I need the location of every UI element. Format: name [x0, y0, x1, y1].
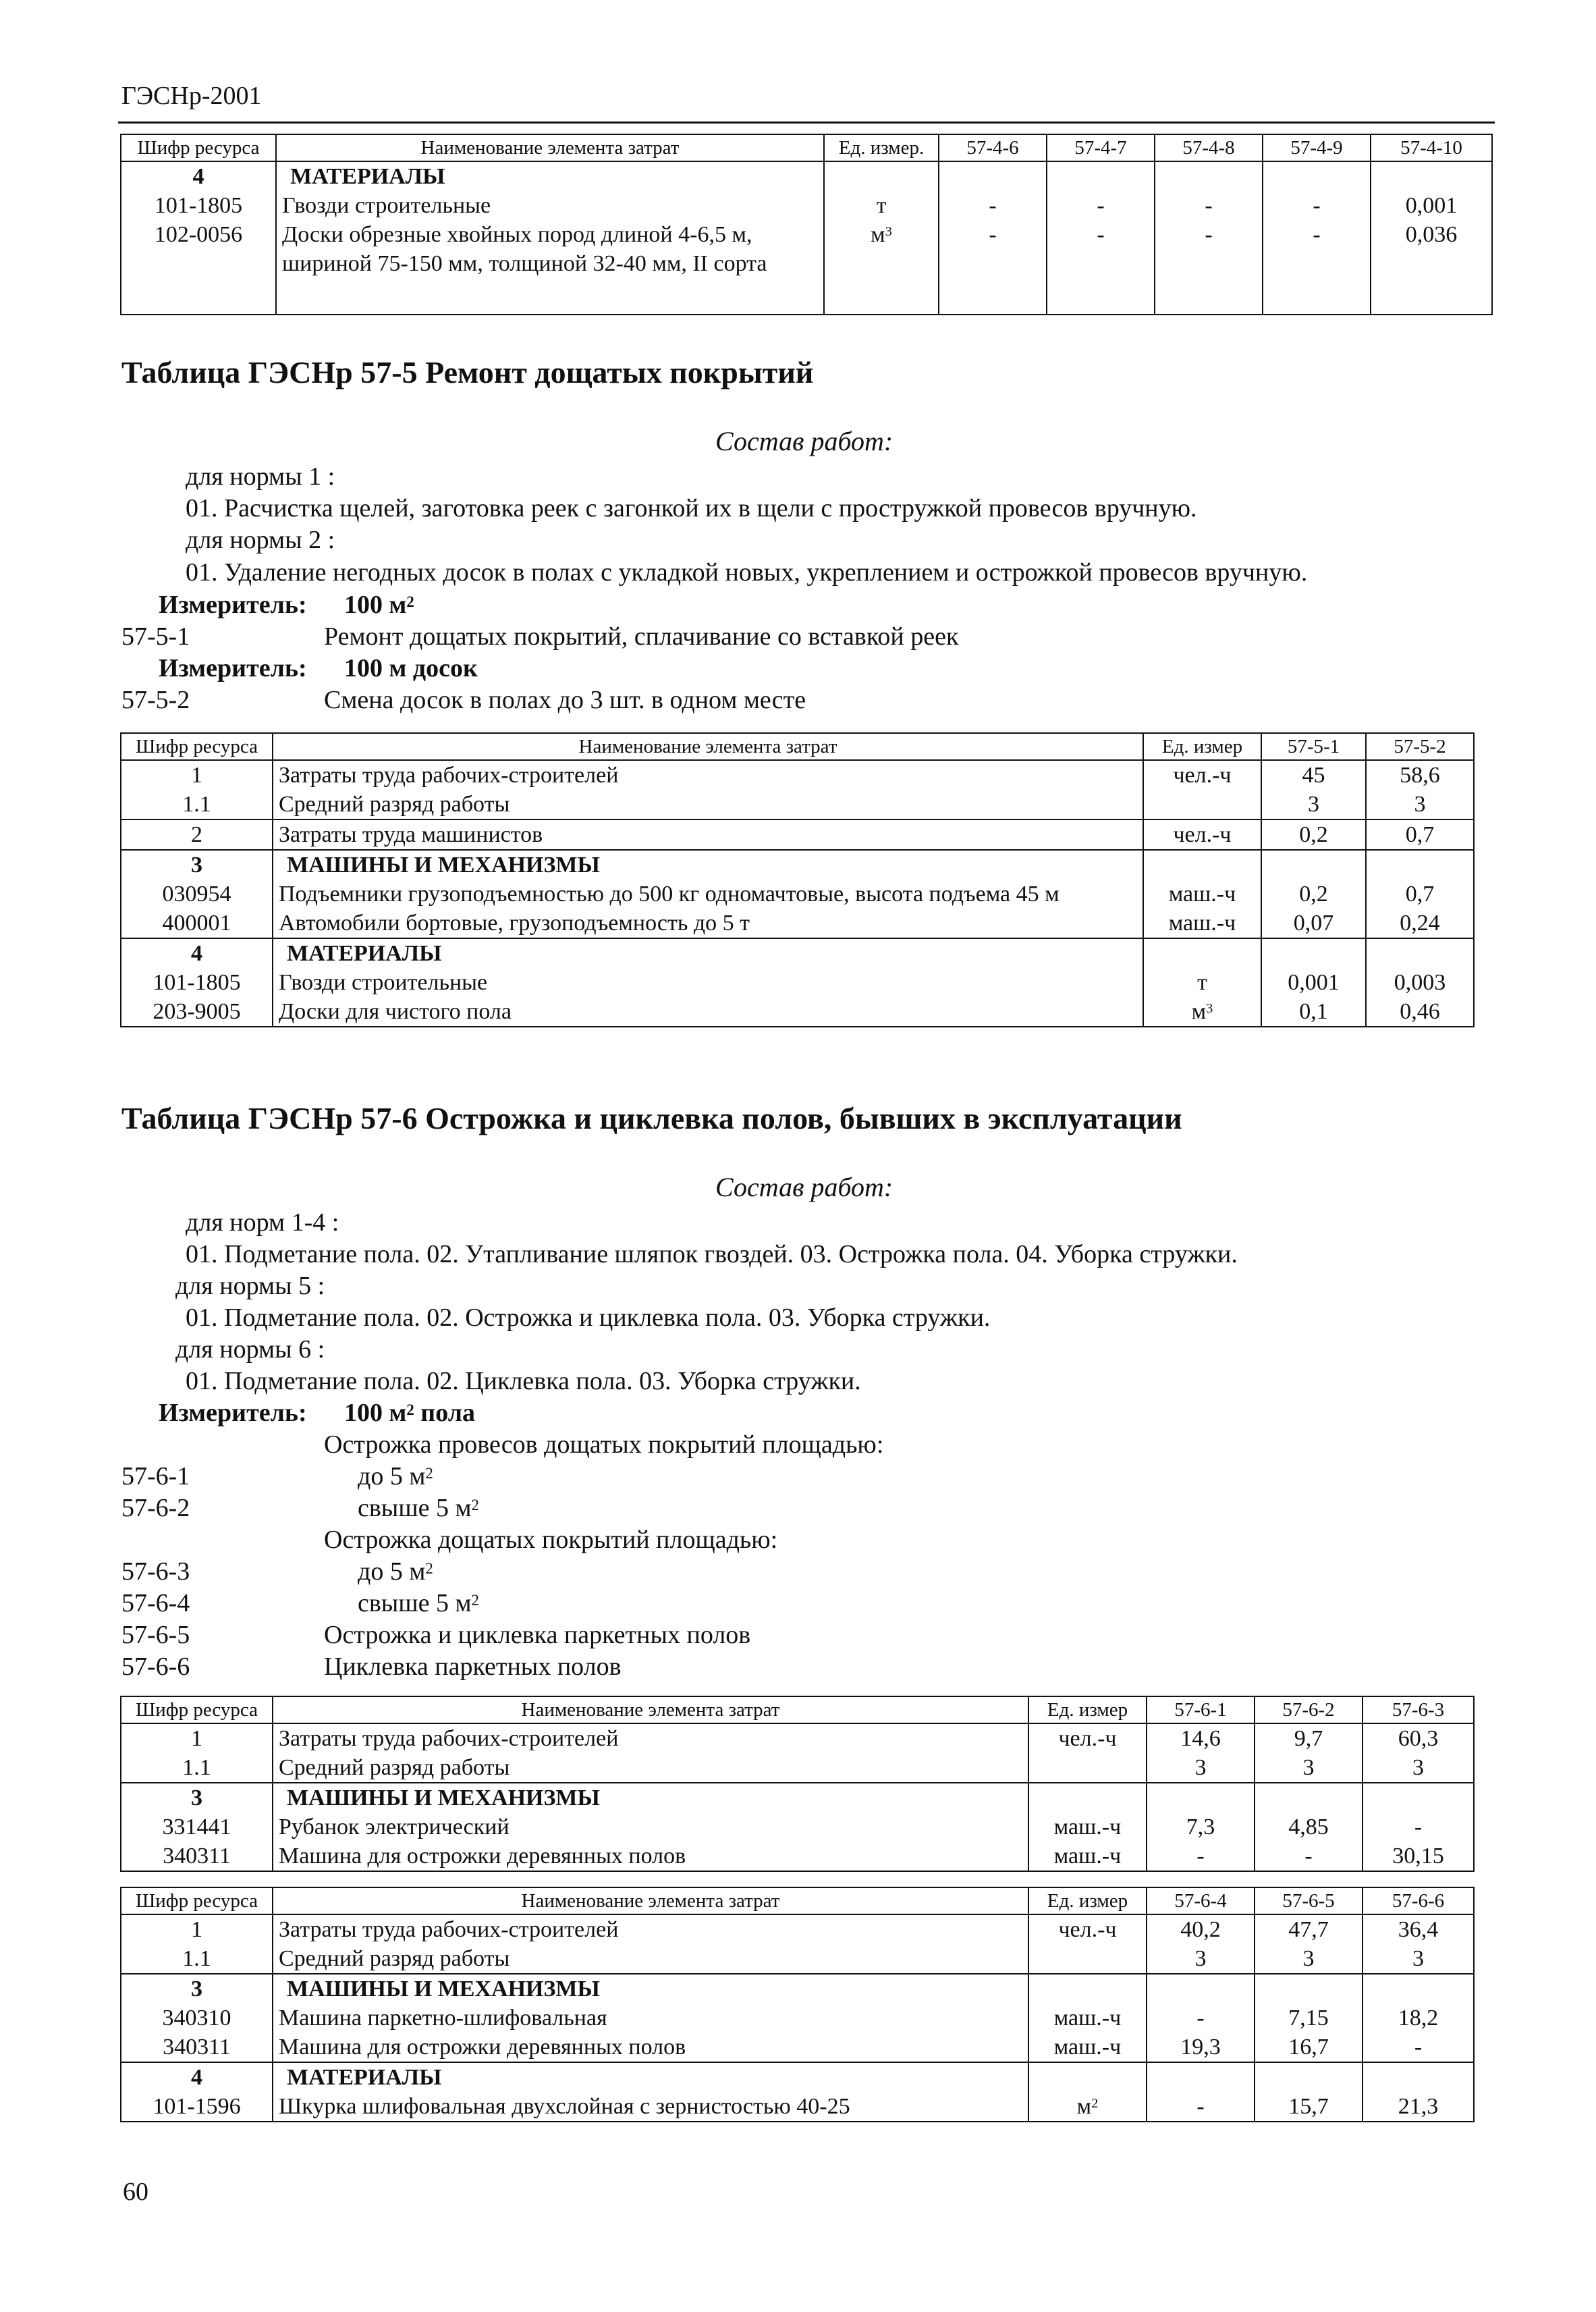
norm-text: 01. Подметание пола. 02. Циклевка пола. 03. Уборка стружки. — [186, 1367, 861, 1395]
resource-name: Машина для острожки деревянных полов — [273, 2033, 1028, 2062]
resource-code: 340311 — [121, 1841, 273, 1871]
value-cell: - — [1363, 2033, 1474, 2062]
col-header: 57-4-8 — [1155, 134, 1263, 161]
item-text: Ремонт дощатых покрытий, сплачивание со вставкой реек — [324, 622, 959, 651]
section-code: 4 — [121, 2062, 273, 2092]
top-table — [120, 134, 1493, 315]
value-cell: 0,7 — [1366, 880, 1474, 909]
col-header: Ед. измер — [1028, 1696, 1147, 1723]
table-57-6-b — [120, 1887, 1475, 2122]
table-row — [121, 997, 1474, 1027]
group-heading: Острожка провесов дощатых покрытий площадью: — [324, 1430, 884, 1459]
table-row — [121, 1753, 1474, 1783]
table-57-6-title: Таблица ГЭСНр 57-6 Острожка и циклевка полов, бывших в эксплуатации — [121, 1101, 1182, 1135]
norm-label: для нормы 6 : — [175, 1335, 325, 1364]
resource-name: Затраты труда машинистов — [273, 819, 1143, 850]
col-header: 57-6-1 — [1147, 1696, 1255, 1723]
col-header: 57-6-3 — [1363, 1696, 1474, 1723]
table-header-row — [121, 1696, 1474, 1723]
col-header: Наименование элемента затрат — [276, 134, 824, 161]
value-cell: 0,001 — [1371, 191, 1492, 220]
col-header: Наименование элемента затрат — [273, 1696, 1028, 1723]
value-cell: 18,2 — [1363, 2004, 1474, 2033]
measure-label: Измеритель: — [159, 1399, 307, 1427]
section-name: МАТЕРИАЛЫ — [273, 938, 1143, 968]
unit: чел.-ч — [1028, 1723, 1147, 1753]
value-cell: - — [1047, 220, 1155, 315]
value-cell: 0,7 — [1366, 819, 1474, 850]
unit — [1028, 1753, 1147, 1783]
resource-name: Затраты труда рабочих-строителей — [273, 1914, 1028, 1944]
item-code: 57-6-6 — [121, 1652, 190, 1681]
value-cell: 3 — [1363, 1753, 1474, 1783]
table-row — [121, 760, 1474, 790]
section-name: МАШИНЫ И МЕХАНИЗМЫ — [273, 1974, 1028, 2004]
page-header: ГЭСНр-2001 — [121, 82, 262, 110]
resource-code: 1.1 — [121, 1753, 273, 1783]
value-cell: 47,7 — [1255, 1914, 1363, 1944]
item-text: свыше 5 $м^2$ — [358, 1589, 479, 1617]
value-cell: 3 — [1255, 1944, 1363, 1974]
value-cell: - — [1147, 1841, 1255, 1871]
unit: $м^2$ — [1028, 2092, 1147, 2122]
table-row — [121, 968, 1474, 997]
norm-text: 01. Подметание пола. 02. Острожка и циклевка пола. 03. Уборка стружки. — [186, 1303, 991, 1332]
value-cell: 0,2 — [1261, 819, 1366, 850]
value-cell: 3 — [1261, 790, 1366, 819]
value-cell: 14,6 — [1147, 1723, 1255, 1753]
section-name: МАШИНЫ И МЕХАНИЗМЫ — [273, 1783, 1028, 1812]
table-row — [121, 2033, 1474, 2062]
table-row — [121, 909, 1474, 938]
unit — [1028, 1944, 1147, 1974]
col-header: 57-4-10 — [1371, 134, 1492, 161]
measure-label: Измеритель: — [159, 654, 307, 682]
value-cell: 3 — [1255, 1753, 1363, 1783]
resource-name: Машина для острожки деревянных полов — [273, 1841, 1028, 1871]
value-cell: 0,46 — [1366, 997, 1474, 1027]
value-cell: 30,15 — [1363, 1841, 1474, 1871]
section-code: 4 — [121, 938, 273, 968]
table-row — [121, 1783, 1474, 1812]
section-code: 4 — [121, 161, 276, 191]
table-row — [121, 1944, 1474, 1974]
resource-code: 400001 — [121, 909, 273, 938]
table-row — [121, 2004, 1474, 2033]
resource-code: 2 — [121, 819, 273, 850]
value-cell: - — [1363, 1812, 1474, 1841]
resource-code: 030954 — [121, 880, 273, 909]
resource-code: 102-0056 — [121, 220, 276, 315]
table-row — [121, 938, 1474, 968]
table-row — [121, 2062, 1474, 2092]
value-cell: 15,7 — [1255, 2092, 1363, 2122]
resource-name: Автомобили бортовые, грузоподъемность до 5 т — [273, 909, 1143, 938]
value-cell: 0,036 — [1371, 220, 1492, 315]
item-code: 57-6-4 — [121, 1589, 190, 1617]
value-cell: 45 — [1261, 760, 1366, 790]
table-57-6-a — [120, 1696, 1475, 1872]
section-code: 3 — [121, 1974, 273, 2004]
resource-code: 1 — [121, 1723, 273, 1753]
col-header: 57-5-1 — [1261, 733, 1366, 760]
value-cell: 0,003 — [1366, 968, 1474, 997]
value-cell: - — [1255, 1841, 1363, 1871]
item-code: 57-6-3 — [121, 1557, 190, 1586]
resource-name: Затраты труда рабочих-строителей — [273, 760, 1143, 790]
col-header: 57-6-5 — [1255, 1887, 1363, 1914]
value-cell: - — [1147, 2092, 1255, 2122]
value-cell: 7,15 — [1255, 2004, 1363, 2033]
resource-name: Машина паркетно-шлифовальная — [273, 2004, 1028, 2033]
item-code: 57-6-2 — [121, 1494, 190, 1522]
group-heading: Острожка дощатых покрытий площадью: — [324, 1526, 778, 1554]
measure-value: 100 м досок — [344, 654, 478, 682]
resource-code: 331441 — [121, 1812, 273, 1841]
resource-code: 340311 — [121, 2033, 273, 2062]
resource-code: 101-1805 — [121, 968, 273, 997]
table-row — [121, 1974, 1474, 2004]
value-cell: 9,7 — [1255, 1723, 1363, 1753]
col-header: 57-4-7 — [1047, 134, 1155, 161]
measure-value: 100 $м^2$ пола — [344, 1399, 476, 1427]
unit: чел.-ч — [1143, 760, 1261, 790]
table-57-5 — [120, 732, 1475, 1027]
norm-label: для нормы 2 : — [186, 526, 335, 554]
resource-name: Средний разряд работы — [273, 1944, 1028, 1974]
resource-code: 1.1 — [121, 790, 273, 819]
item-text: до 5 $м^2$ — [358, 1462, 433, 1490]
resource-code: 101-1805 — [121, 191, 276, 220]
value-cell: - — [1155, 220, 1263, 315]
col-header: Ед. измер. — [824, 134, 939, 161]
value-cell: 58,6 — [1366, 760, 1474, 790]
unit: маш.-ч — [1143, 880, 1261, 909]
work-composition-label: Состав работ: — [715, 426, 893, 456]
resource-name: Средний разряд работы — [273, 1753, 1028, 1783]
value-cell: 21,3 — [1363, 2092, 1474, 2122]
value-cell: 0,2 — [1261, 880, 1366, 909]
table-row — [121, 2092, 1474, 2122]
value-cell: 3 — [1366, 790, 1474, 819]
value-cell: 0,07 — [1261, 909, 1366, 938]
value-cell: - — [1263, 220, 1371, 315]
norm-text: 01. Расчистка щелей, заготовка реек с загонкой их в щели с простружкой провесов вручную. — [186, 494, 1197, 522]
value-cell: 19,3 — [1147, 2033, 1255, 2062]
measure-label: Измеритель: — [159, 591, 307, 619]
resource-code: 1 — [121, 760, 273, 790]
resource-name: Рубанок электрический — [273, 1812, 1028, 1841]
table-row — [121, 191, 1492, 220]
col-header: Наименование элемента затрат — [273, 1887, 1028, 1914]
unit: чел.-ч — [1143, 819, 1261, 850]
resource-code: 101-1596 — [121, 2092, 273, 2122]
header-divider — [118, 122, 1495, 124]
unit: т — [1143, 968, 1261, 997]
table-header-row — [121, 1887, 1474, 1914]
table-row — [121, 161, 1492, 191]
item-text: свыше 5 $м^2$ — [358, 1494, 479, 1522]
resource-code: 203-9005 — [121, 997, 273, 1027]
table-header-row — [121, 733, 1474, 760]
value-cell: - — [1047, 191, 1155, 220]
page-number: 60 — [123, 2178, 148, 2206]
unit: маш.-ч — [1143, 909, 1261, 938]
value-cell: - — [1147, 2004, 1255, 2033]
section-code: 3 — [121, 1783, 273, 1812]
col-header: 57-6-2 — [1255, 1696, 1363, 1723]
value-cell: - — [1155, 191, 1263, 220]
resource-code: 340310 — [121, 2004, 273, 2033]
work-composition-label: Состав работ: — [715, 1172, 893, 1202]
value-cell: 3 — [1147, 1944, 1255, 1974]
col-header: 57-6-6 — [1363, 1887, 1474, 1914]
col-header: Шифр ресурса — [121, 733, 273, 760]
unit: т — [824, 191, 939, 220]
value-cell: - — [939, 220, 1047, 315]
resource-name: Подъемники грузоподъемностью до 500 кг одномачтовые, высота подъема 45 м — [273, 880, 1143, 909]
value-cell: 3 — [1147, 1753, 1255, 1783]
resource-name: Гвозди строительные — [276, 191, 824, 220]
item-text: до 5 $м^2$ — [358, 1557, 433, 1586]
resource-name: Шкурка шлифовальная двухслойная с зернистостью 40-25 — [273, 2092, 1028, 2122]
resource-name: Доски обрезные хвойных пород длиной 4-6,5 м, шириной 75-150 мм, толщиной 32-40 мм, II сорта — [276, 220, 824, 315]
item-code: 57-5-1 — [121, 622, 190, 651]
unit: $м^3$ — [1143, 997, 1261, 1027]
section-name: МАТЕРИАЛЫ — [276, 161, 824, 191]
resource-name: Гвозди строительные — [273, 968, 1143, 997]
item-code: 57-6-5 — [121, 1621, 190, 1649]
unit: маш.-ч — [1028, 2033, 1147, 2062]
value-cell: 40,2 — [1147, 1914, 1255, 1944]
col-header: 57-4-9 — [1263, 134, 1371, 161]
norm-label: для норм 1-4 : — [186, 1208, 339, 1237]
unit: маш.-ч — [1028, 1812, 1147, 1841]
value-cell: 16,7 — [1255, 2033, 1363, 2062]
norm-label: для нормы 5 : — [175, 1272, 325, 1300]
table-row — [121, 850, 1474, 880]
col-header: Шифр ресурса — [121, 1696, 273, 1723]
resource-code: 1 — [121, 1914, 273, 1944]
norm-label: для нормы 1 : — [186, 462, 335, 491]
unit: маш.-ч — [1028, 1841, 1147, 1871]
measure-value: 100 $м^2$ — [344, 591, 414, 619]
value-cell: 36,4 — [1363, 1914, 1474, 1944]
value-cell: 7,3 — [1147, 1812, 1255, 1841]
item-text: Острожка и циклевка паркетных полов — [324, 1621, 751, 1649]
value-cell: 3 — [1363, 1944, 1474, 1974]
unit — [1143, 790, 1261, 819]
item-code: 57-5-2 — [121, 686, 190, 714]
col-header: Наименование элемента затрат — [273, 733, 1143, 760]
col-header: 57-4-6 — [939, 134, 1047, 161]
resource-name: Доски для чистого пола — [273, 997, 1143, 1027]
table-57-5-title: Таблица ГЭСНр 57-5 Ремонт дощатых покрытий — [121, 355, 814, 389]
col-header: 57-6-4 — [1147, 1887, 1255, 1914]
value-cell: - — [1263, 191, 1371, 220]
item-text: Смена досок в полах до 3 шт. в одном месте — [324, 686, 806, 714]
value-cell: - — [939, 191, 1047, 220]
table-row — [121, 1841, 1474, 1871]
item-text: Циклевка паркетных полов — [324, 1652, 622, 1681]
col-header: Ед. измер — [1143, 733, 1261, 760]
value-cell: 0,1 — [1261, 997, 1366, 1027]
table-row — [121, 1914, 1474, 1944]
unit: чел.-ч — [1028, 1914, 1147, 1944]
value-cell: 0,001 — [1261, 968, 1366, 997]
section-name: МАТЕРИАЛЫ — [273, 2062, 1028, 2092]
section-code: 3 — [121, 850, 273, 880]
table-row — [121, 790, 1474, 819]
value-cell: 60,3 — [1363, 1723, 1474, 1753]
unit: маш.-ч — [1028, 2004, 1147, 2033]
table-row — [121, 1812, 1474, 1841]
table-header-row — [121, 134, 1492, 161]
col-header: Шифр ресурса — [121, 134, 276, 161]
resource-name: Затраты труда рабочих-строителей — [273, 1723, 1028, 1753]
resource-code: 1.1 — [121, 1944, 273, 1974]
resource-name: Средний разряд работы — [273, 790, 1143, 819]
section-name: МАШИНЫ И МЕХАНИЗМЫ — [273, 850, 1143, 880]
norm-text: 01. Подметание пола. 02. Утапливание шляпок гвоздей. 03. Острожка пола. 04. Уборка стружки. — [186, 1240, 1238, 1268]
col-header: 57-5-2 — [1366, 733, 1474, 760]
col-header: Ед. измер — [1028, 1887, 1147, 1914]
table-row — [121, 220, 1492, 315]
table-row — [121, 880, 1474, 909]
table-row — [121, 819, 1474, 850]
item-code: 57-6-1 — [121, 1462, 190, 1490]
norm-text: 01. Удаление негодных досок в полах с укладкой новых, укреплением и острожкой провесов вручную. — [186, 558, 1308, 587]
value-cell: 0,24 — [1366, 909, 1474, 938]
value-cell: 4,85 — [1255, 1812, 1363, 1841]
unit: $м^3$ — [824, 220, 939, 315]
col-header: Шифр ресурса — [121, 1887, 273, 1914]
table-row — [121, 1723, 1474, 1753]
